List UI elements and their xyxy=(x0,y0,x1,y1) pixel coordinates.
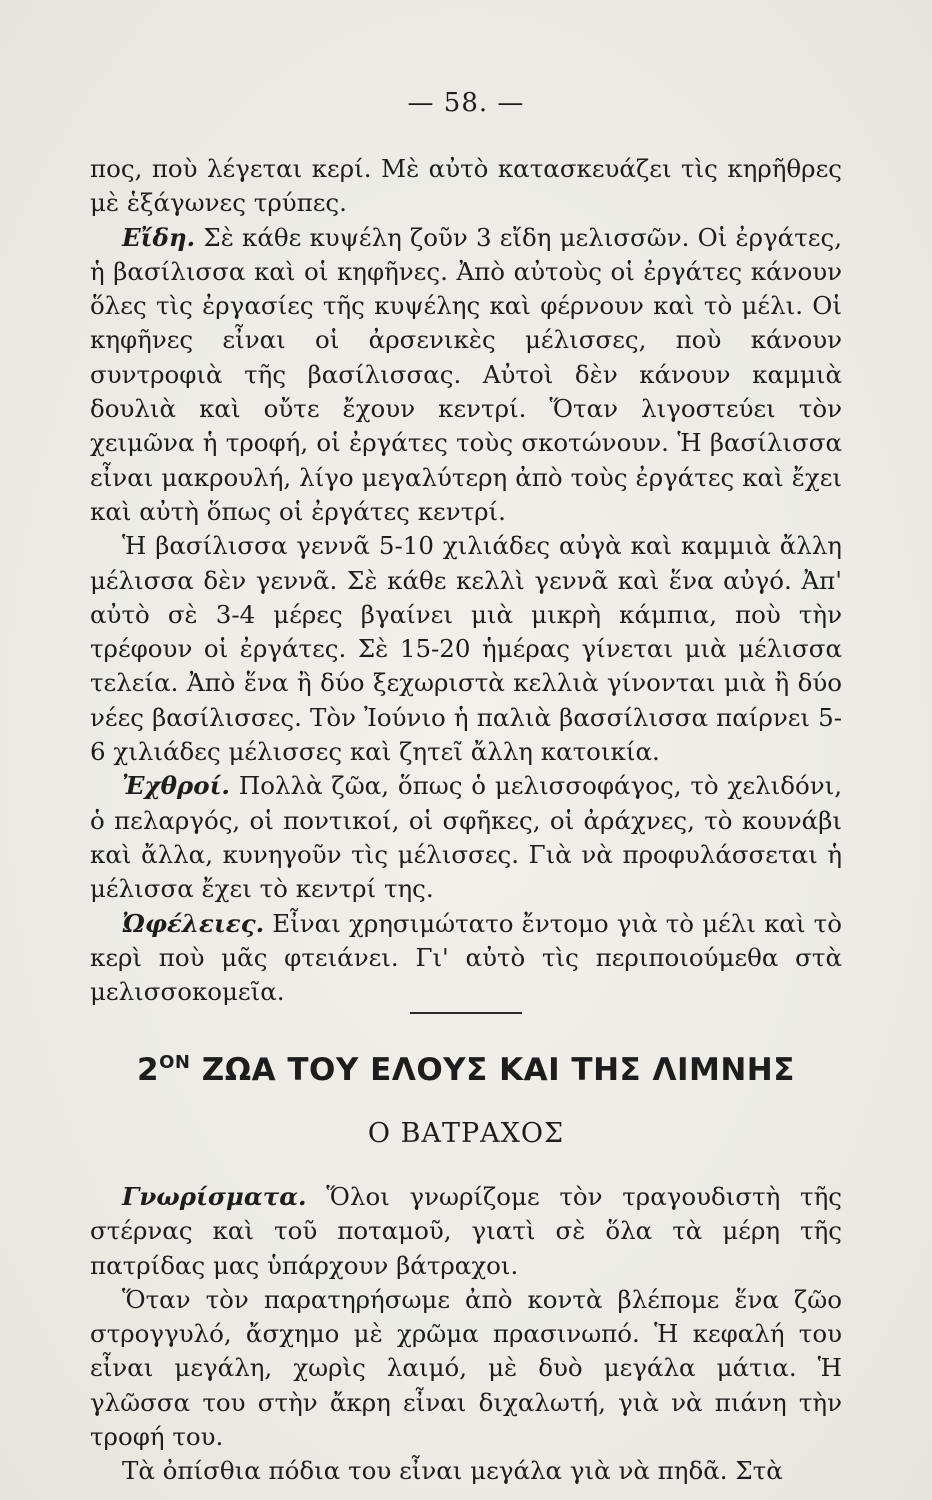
section-ordinal: ΟΝ xyxy=(159,1052,191,1073)
section-heading: ΖΩΑ ΤΟΥ ΕΛΟΥΣ ΚΑΙ ΤΗΣ ΛΙΜΝΗΣ xyxy=(201,1052,795,1088)
paragraph-body: Τὰ ὀπίσθια πόδια του εἶναι μεγάλα γιὰ νὰ πηδᾶ. Στὰ xyxy=(122,1456,783,1486)
paragraph-lead: Γνωρίσματα. xyxy=(122,1182,307,1211)
paragraph-kinds xyxy=(90,221,842,530)
paragraph-features xyxy=(90,1180,842,1283)
paragraph-wax xyxy=(90,152,842,221)
paragraph-benefits xyxy=(90,907,842,1010)
paragraph-body: Σὲ κάθε κυψέλη ζοῦν 3 εἴδη μελισσῶν. Οἱ ἐργάτες, ἡ βασίλισσα καὶ οἱ κηφῆνες. Ἀπὸ αὐτοὺς οἱ ἐργάτες κάνουν ὅλες τὶς ἐργασίες τῆς κυψέλης καὶ φέρνουν καὶ τὸ μέλι. Οἱ κηφῆνες εἶναι οἱ ἀρσενικὲς μέλισσες, ποὺ κάνουν συντροφιὰ τῆς βασίλισσας. Αὐτοὶ δὲν κάνουν καμμιὰ δουλιὰ καὶ οὔτε ἔχουν κεντρί. Ὅταν λιγοστεύει τὸν χειμῶνα ἡ τροφή, οἱ ἐργάτες τοὺς σκοτώνουν. Ἡ βασίλισσα εἶναι μακρουλή, λίγο μεγαλύτερη ἀπὸ τοὺς ἐργάτες καὶ ἔχει καὶ αὐτὴ ὅπως οἱ ἐργάτες κεντρί. xyxy=(90,222,842,526)
section-title xyxy=(0,1052,932,1088)
paragraph-lead: Ὠφέλειες. xyxy=(122,908,265,938)
frog-section-text xyxy=(90,1180,842,1489)
paragraph-appearance xyxy=(90,1283,842,1454)
paragraph-body: Εἶναι χρησιμώτατο ἔντομο γιὰ τὸ μέλι καὶ τὸ κερὶ ποὺ μᾶς φτειάνει. Γι' αὐτὸ τὶς περιποιούμεθα στὰ μελισσοκομεῖα. xyxy=(90,908,842,1007)
paragraph-queen xyxy=(90,529,842,769)
paragraph-lead: Εἴδη. xyxy=(122,222,196,252)
paragraph-legs xyxy=(90,1454,842,1488)
section-number: 2 xyxy=(137,1052,160,1088)
paragraph-lead: Ἐχθροί. xyxy=(122,771,230,801)
chapter-subtitle: Ο ΒΑΤΡΑΧΟΣ xyxy=(367,1118,565,1149)
paragraph-body: πος, ποὺ λέγεται κερί. Μὲ αὐτὸ κατασκευάζει τὶς κηρῆθρες μὲ ἑξάγωνες τρύπες. xyxy=(90,154,842,218)
page-number: — 58. — xyxy=(407,88,525,118)
bee-section-text xyxy=(90,152,842,1009)
paragraph-body: Ὅταν τὸν παρατηρήσωμε ἀπὸ κοντὰ βλέπομε ἕνα ζῶο στρογγυλό, ἄσχημο μὲ χρῶμα πρασινωπό. Ἡ κεφαλή του εἶναι μεγάλη, χωρὶς λαιμό, μὲ δυὸ μεγάλα μάτια. Ἡ γλῶσσα του στὴν ἄκρη εἶναι διχαλωτή, γιὰ νὰ πιάνη τὴν τροφή του. xyxy=(90,1284,842,1452)
paragraph-body: Πολλὰ ζῶα, ὅπως ὁ μελισσοφάγος, τὸ χελιδόνι, ὁ πελαργός, οἱ ποντικοί, οἱ σφῆκες, οἱ ἀράχνες, τὸ κουνάβι καὶ ἄλλα, κυνηγοῦν τὶς μέλισσες. Γιὰ νὰ προφυλάσσεται ἡ μέλισσα ἔχει τὸ κεντρί της. xyxy=(90,771,842,904)
section-divider xyxy=(410,1012,522,1014)
paragraph-body: Ὅλοι γνωρίζομε τὸν τραγουδιστὴ τῆς στέρνας καὶ τοῦ ποταμοῦ, γιατὶ σὲ ὅλα τὰ μέρη τῆς πατρίδας μας ὑπάρχουν βάτραχοι. xyxy=(90,1182,842,1280)
paragraph-body: Ἡ βασίλισσα γεννᾶ 5-10 χιλιάδες αὐγὰ καὶ καμμιὰ ἄλλη μέλισσα δὲν γεννᾶ. Σὲ κάθε κελλὶ γεννᾶ καὶ ἕνα αὐγό. Ἀπ' αὐτὸ σὲ 3-4 μέρες βγαίνει μιὰ μικρὴ κάμπια, ποὺ τὴν τρέφουν οἱ ἐργάτες. Σὲ 15-20 ἡμέρας γίνεται μιὰ μέλισσα τελεία. Ἀπὸ ἕνα ἢ δύο ξεχωριστὰ κελλιὰ γίνονται μιὰ ἢ δύο νέες βασίλισσες. Τὸν Ἰούνιο ἡ παλιὰ βασσίλισσα παίρνει 5-6 χιλιάδες μέλισσες καὶ ζητεῖ ἄλλη κατοικία. xyxy=(90,531,842,767)
paragraph-enemies xyxy=(90,769,842,906)
